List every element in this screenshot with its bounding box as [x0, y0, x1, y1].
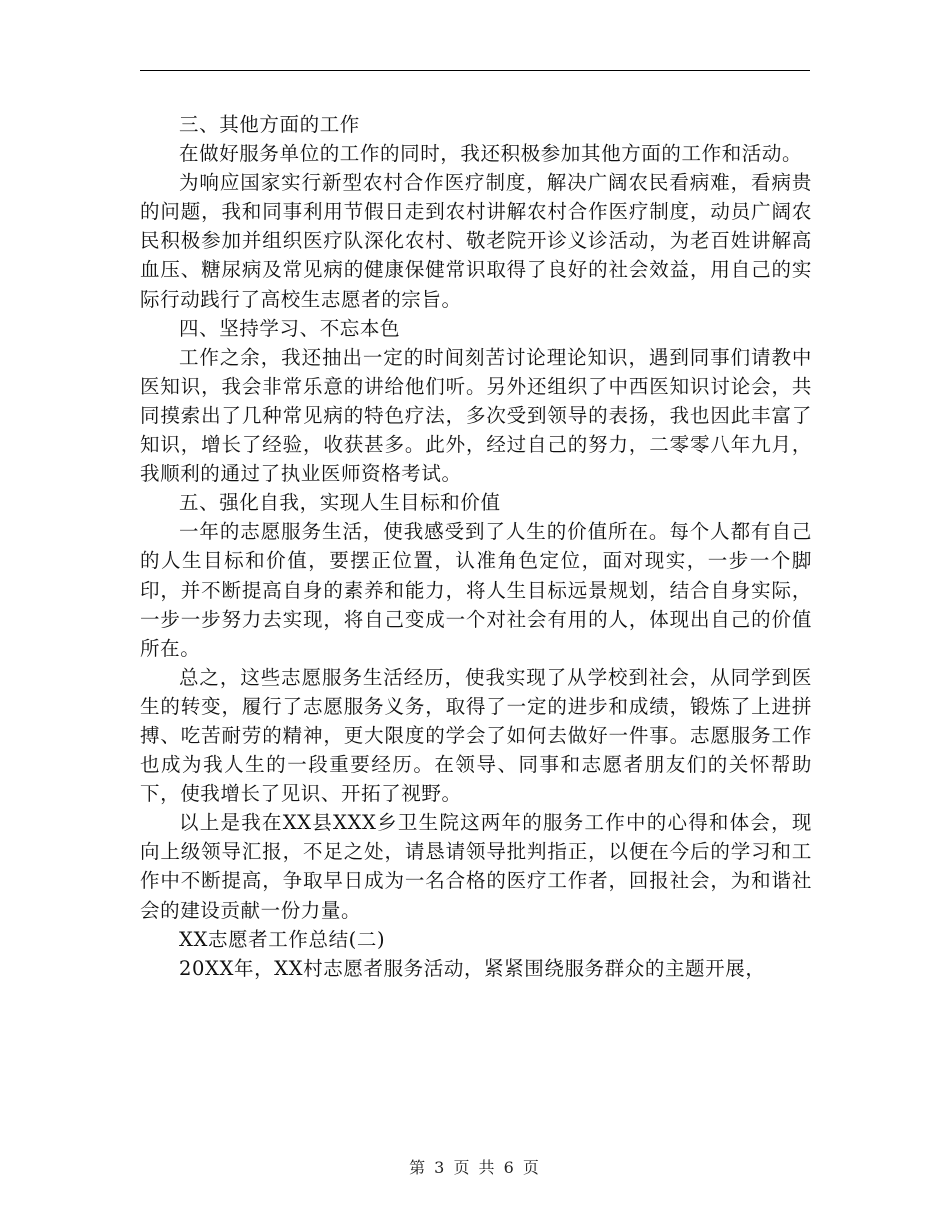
header-rule: [140, 70, 810, 71]
section-heading-other-work: 三、其他方面的工作: [179, 113, 360, 136]
paragraph: 在做好服务单位的工作的同时，我还积极参加其他方面的工作和活动。: [179, 142, 803, 166]
paragraph: 以上是我在XX县XXX乡卫生院这两年的服务工作中的心得和体会，现向上级领导汇报，不足之处，请恳请领导批判指正，以便在今后的学习和工作中不断提高，争取早日成为一名合格的医疗工作者，回报社会，为和谐社会的建设贡献一份力量。: [140, 811, 812, 922]
paragraph: 工作之余，我还抽出一定的时间刻苦讨论理论知识，遇到同事们请教中医知识，我会非常乐意的讲给他们听。另外还组织了中西医知识讨论会，共同摸索出了几种常见病的特色疗法，多次受到领导的表扬，我也因此丰富了知识，增长了经验，收获甚多。此外，经过自己的努力，二零零八年九月，我顺利的通过了执业医师资格考试。: [140, 345, 812, 486]
paragraph: 一年的志愿服务生活，使我感受到了人生的价值所在。每个人都有自己的人生目标和价值，要摆正位置，认准角色定位，面对现实，一步一个脚印，并不断提高自身的素养和能力，将人生目标远景规划，结合自身实际，一步一步努力去实现，将自己变成一个对社会有用的人，体现出自己的价值所在。: [140, 520, 812, 660]
page-body: [140, 110, 812, 983]
paragraph: 20XX年，XX村志愿者服务活动，紧紧围绕服务群众的主题开展，: [179, 956, 766, 980]
section-heading-self-improvement: 五、强化自我，实现人生目标和价值: [179, 491, 501, 515]
page-number: 第 3 页 共 6 页: [409, 1158, 541, 1177]
paragraph: 为响应国家实行新型农村合作医疗制度，解决广阔农民看病难，看病贵的问题，我和同事利用节假日走到农村讲解农村合作医疗制度，动员广阔农民积极参加并组织医疗队深化农村、敬老院开诊义诊活动，为老百姓讲解高血压、糖尿病及常见病的健康保健常识取得了良好的社会效益，用自己的实际行动践行了高校生志愿者的宗旨。: [140, 171, 812, 311]
section-heading-keep-learning: 四、坚持学习、不忘本色: [179, 316, 401, 340]
subtitle-summary-two: XX志愿者工作总结(二): [179, 927, 386, 951]
paragraph: 总之，这些志愿服务生活经历，使我实现了从学校到社会，从同学到医生的转变，履行了志愿服务义务，取得了一定的进步和成绩，锻炼了上进拼搏、吃苦耐劳的精神，更大限度的学会了如何去做好一件事。志愿服务工作也成为我人生的一段重要经历。在领导、同事和志愿者朋友们的关怀帮助下，使我增长了见识、开拓了视野。: [140, 665, 812, 806]
